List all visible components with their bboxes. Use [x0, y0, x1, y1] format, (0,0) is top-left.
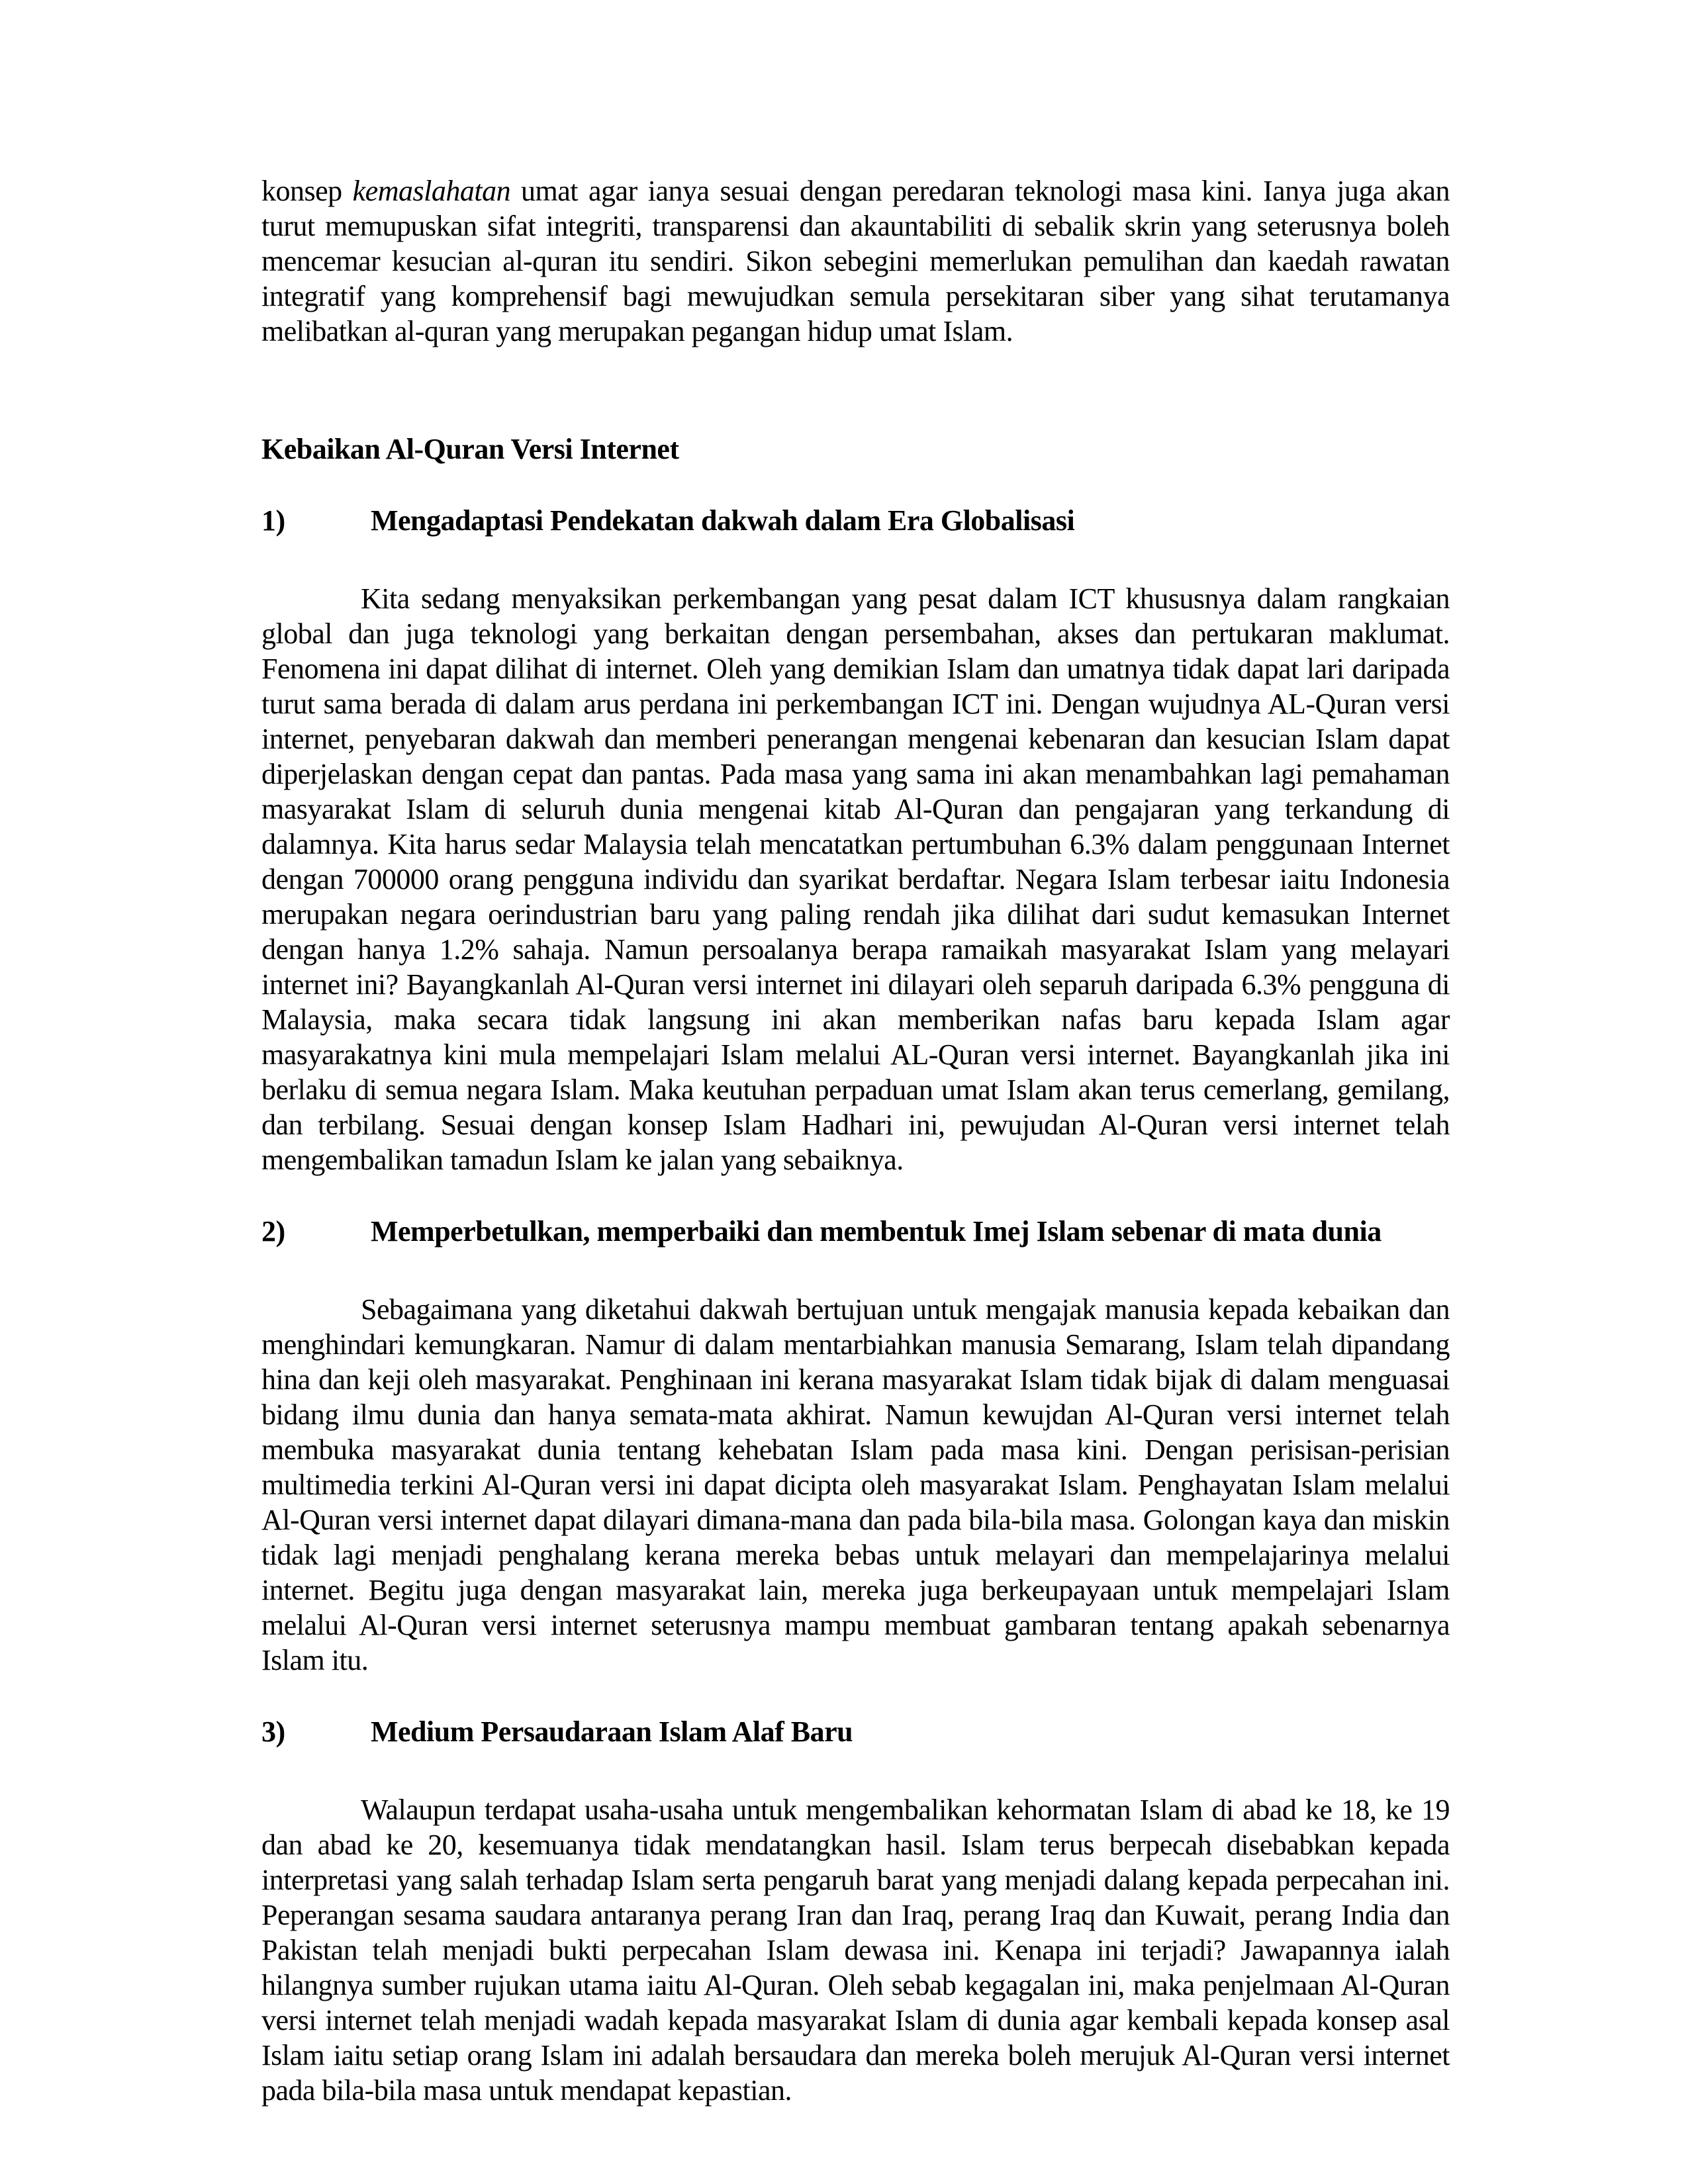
section-3 [261, 1714, 1450, 2108]
document-section-heading: Kebaikan Al-Quran Versi Internet [261, 433, 679, 465]
section-2 [261, 1214, 1450, 1678]
section-1-heading [261, 503, 1450, 538]
section-3-title: Medium Persaudaraan Islam Alaf Baru [371, 1715, 853, 1748]
section-1-paragraph: Kita sedang menyaksikan perkembangan yang pesat dalam ICT khususnya dalam rangkaian global dan juga teknologi yang berkaitan dengan persembahan, akses dan pertukaran maklumat. Fenomena ini dapat dilihat di internet. Oleh yang demikian Islam dan umatnya tidak dapat lari daripada turut sama berada di dalam arus perdana ini perkembangan ICT ini. Dengan wujudnya AL-Quran versi internet, penyebaran dakwah dan memberi penerangan mengenai kebenaran dan kesucian Islam dapat diperjelaskan dengan cepat dan pantas. Pada masa yang sama ini akan menambahkan lagi pemahaman masyarakat Islam di seluruh dunia mengenai kitab Al-Quran dan pengajaran yang terkandung di dalamnya. Kita harus sedar Malaysia telah mencatatkan pertumbuhan 6.3% dalam penggunaan Internet dengan 700000 orang pengguna individu dan syarikat berdaftar. Negara Islam terbesar iaitu Indonesia merupakan negara oerindustrian baru yang paling rendah jika dilihat dari sudut kemasukan Internet dengan hanya 1.2% sahaja. Namun persoalanya berapa ramaikah masyarakat Islam yang melayari internet ini? Bayangkanlah Al-Quran versi internet ini dilayari oleh separuh daripada 6.3% pengguna di Malaysia, maka secara tidak langsung ini akan memberikan nafas baru kepada Islam agar masyarakatnya kini mula mempelajari Islam melalui AL-Quran versi internet. Bayangkanlah jika ini berlaku di semua negara Islam. Maka keutuhan perpaduan umat Islam akan terus cemerlang, gemilang, dan terbilang. Sesuai dengan konsep Islam Hadhari ini, pewujudan Al-Quran versi internet telah mengembalikan tamadun Islam ke jalan yang sebaiknya. [261, 582, 1450, 1176]
section-3-paragraph: Walaupun terdapat usaha-usaha untuk mengembalikan kehormatan Islam di abad ke 18, ke 19 dan abad ke 20, kesemuanya tidak mendatangkan hasil. Islam terus berpecah disebabkan kepada interpretasi yang salah terhadap Islam serta pengaruh barat yang menjadi dalang kepada perpecahan ini. Peperangan sesama saudara antaranya perang Iran dan Iraq, perang Iraq dan Kuwait, perang India dan Pakistan telah menjadi bukti perpecahan Islam dewasa ini. Kenapa ini terjadi? Jawapannya ialah hilangnya sumber rujukan utama iaitu Al-Quran. Oleh sebab kegagalan ini, maka penjelmaan Al-Quran versi internet telah menjadi wadah kepada masyarakat Islam di dunia agar kembali kepada konsep asal Islam iaitu setiap orang Islam ini adalah bersaudara dan mereka boleh merujuk Al-Quran versi internet pada bila-bila masa untuk mendapat kepastian. [261, 1794, 1450, 2107]
section-1-number: 1) [261, 504, 285, 537]
intro-paragraph [261, 173, 1450, 349]
section-3-number: 3) [261, 1715, 285, 1748]
intro-paragraph-rest: umat agar ianya sesuai dengan peredaran teknologi masa kini. Ianya juga akan turut memupuskan sifat integriti, transparensi dan akauntabiliti di sebalik skrin yang seterusnya boleh mencemar kesucian al-quran itu sendiri. Sikon sebegini memerlukan pemulihan dan kaedah rawatan integratif yang komprehensif bagi mewujudkan semula persekitaran siber yang sihat terutamanya melibatkan al-quran yang merupakan pegangan hidup umat Islam. [261, 175, 1450, 347]
section-1-title: Mengadaptasi Pendekatan dakwah dalam Era Globalisasi [371, 504, 1075, 537]
section-3-heading [261, 1714, 1450, 1749]
section-2-heading [261, 1214, 1450, 1249]
intro-paragraph-prefix: konsep [261, 175, 353, 207]
section-2-paragraph: Sebagaimana yang diketahui dakwah bertujuan untuk mengajak manusia kepada kebaikan dan menghindari kemungkaran. Namur di dalam mentarbiahkan manusia Semarang, Islam telah dipandang hina dan keji oleh masyarakat. Penghinaan ini kerana masyarakat Islam tidak bijak di dalam menguasai bidang ilmu dunia dan hanya semata-mata akhirat. Namun kewujdan Al-Quran versi internet telah membuka masyarakat dunia tentang kehebatan Islam pada masa kini. Dengan perisisan-perisian multimedia terkini Al-Quran versi ini dapat dicipta oleh masyarakat Islam. Penghayatan Islam melalui Al-Quran versi internet dapat dilayari dimana-mana dan pada bila-bila masa. Golongan kaya dan miskin tidak lagi menjadi penghalang kerana mereka bebas untuk melayari dan mempelajarinya melalui internet. Begitu juga dengan masyarakat lain, mereka juga berkeupayaan untuk mempelajari Islam melalui Al-Quran versi internet seterusnya mampu membuat gambaran tentang apakah sebenarnya Islam itu. [261, 1293, 1450, 1676]
section-2-number: 2) [261, 1215, 285, 1248]
intro-paragraph-italic-word: kemaslahatan [352, 175, 511, 207]
section-2-title: Memperbetulkan, memperbaiki dan membentuk Imej Islam sebenar di mata dunia [371, 1215, 1382, 1248]
section-1 [261, 503, 1450, 1177]
